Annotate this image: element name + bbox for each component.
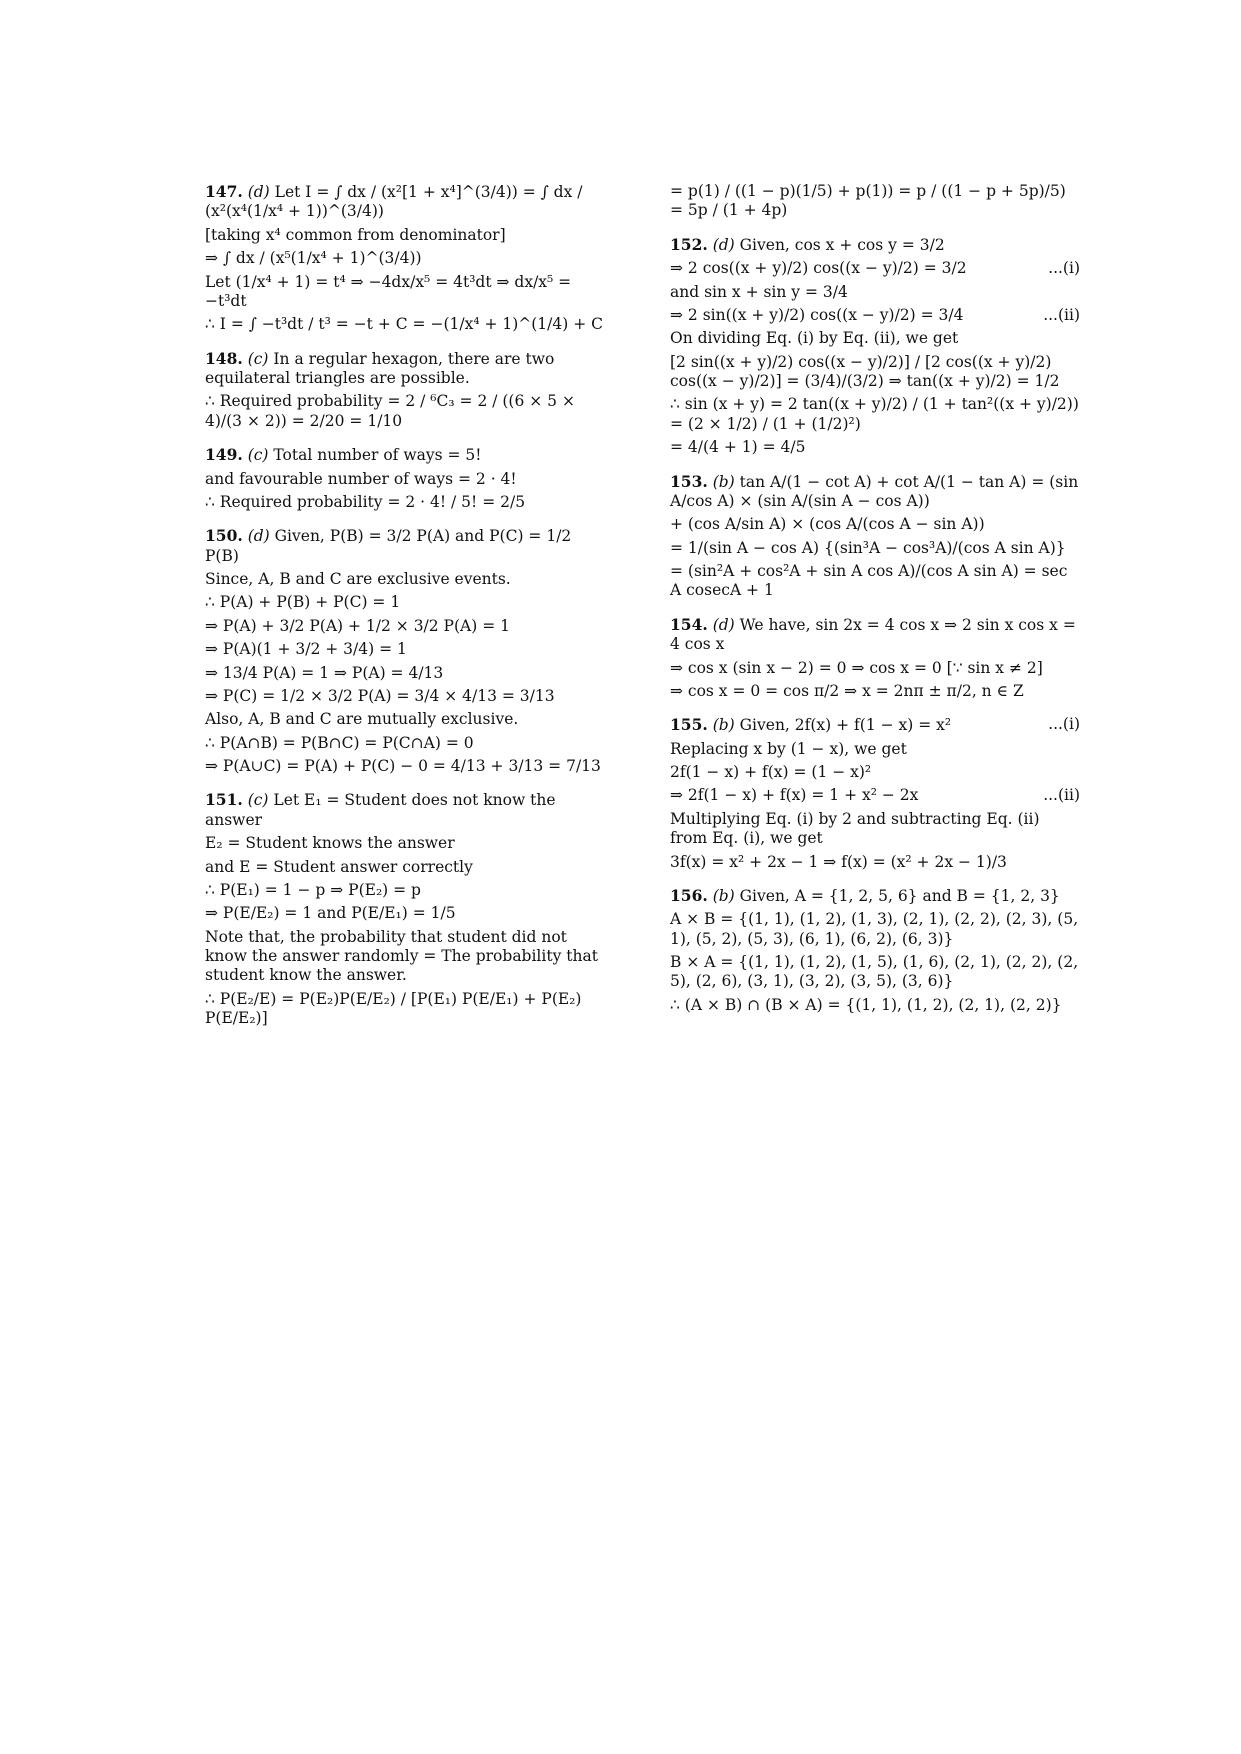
solution-line	[205, 928, 605, 986]
solution-line	[205, 858, 605, 877]
solution-line	[205, 757, 605, 776]
solution-text: ∴ Required probability = 2 / ⁶C₃ = 2 / ((6 × 5 × 4)/(3 × 2)) = 2/20 = 1/10	[205, 392, 575, 430]
solution-block	[670, 615, 1080, 702]
solution-block	[205, 349, 605, 432]
solution-line	[205, 687, 605, 706]
solution-line	[205, 593, 605, 612]
solution-line	[670, 786, 1080, 805]
solution-text: ⇒ P(A)(1 + 3/2 + 3/4) = 1	[205, 640, 407, 659]
solution-line	[670, 329, 1080, 348]
solution-line	[205, 226, 605, 245]
answer-option: (d)	[712, 235, 735, 254]
solution-text: tan A/(1 − cot A) + cot A/(1 − tan A) = (sin A/cos A) × (sin A/(sin A − cos A))	[670, 472, 1079, 510]
answer-option: (d)	[247, 527, 270, 546]
solution-line	[670, 182, 1080, 221]
solution-line	[670, 395, 1080, 434]
solution-line	[205, 349, 605, 389]
solution-line	[670, 283, 1080, 302]
solution-line	[670, 810, 1080, 849]
solution-text: We have, sin 2x = 4 cos x ⇒ 2 sin x cos x = 4 cos x	[670, 615, 1076, 654]
solution-text: Total number of ways = 5!	[273, 446, 482, 465]
solution-line	[205, 315, 605, 334]
solution-block	[670, 715, 1080, 872]
solution-line	[205, 710, 605, 729]
solution-text: ⇒ P(A) + 3/2 P(A) + 1/2 × 3/2 P(A) = 1	[205, 616, 510, 635]
solution-text: = 1/(sin A − cos A) {(sin³A − cos³A)/(cos A sin A)}	[670, 538, 1066, 557]
solution-block	[670, 235, 1080, 458]
solution-text: ∴ P(E₁) = 1 − p ⇒ P(E₂) = p	[205, 880, 421, 899]
solution-line	[205, 493, 605, 512]
solution-text: = (sin²A + cos²A + sin A cos A)/(cos A sin A) = sec A cosecA + 1	[670, 562, 1068, 600]
solution-text: ∴ P(A∩B) = P(B∩C) = P(C∩A) = 0	[205, 733, 474, 752]
solution-text: ∴ (A × B) ∩ (B × A) = {(1, 1), (1, 2), (2, 1), (2, 2)}	[670, 995, 1062, 1014]
solution-text: ⇒ 2 cos((x + y)/2) cos((x − y)/2) = 3/2	[670, 259, 967, 278]
solution-line	[670, 682, 1080, 701]
solution-line	[670, 353, 1080, 392]
solution-text: B × A = {(1, 1), (1, 2), (1, 5), (1, 6), (2, 1), (2, 2), (2, 5), (2, 6), (3, 1), (3, 2), (3, 5), (3, 6)}	[670, 953, 1079, 991]
answer-option: (c)	[247, 446, 269, 465]
question-number: 155.	[670, 715, 708, 735]
solution-block	[670, 182, 1080, 221]
answer-option: (c)	[247, 349, 269, 368]
question-number: 151.	[205, 790, 243, 810]
solution-block	[205, 526, 605, 776]
solution-text: A × B = {(1, 1), (1, 2), (1, 3), (2, 1), (2, 2), (2, 3), (5, 1), (5, 2), (5, 3), (6, 1), (6, 2), (6, 3)}	[670, 910, 1079, 948]
solution-text: 2f(1 − x) + f(x) = (1 − x)²	[670, 763, 872, 781]
equation-tag: ...(ii)	[1043, 305, 1080, 324]
solution-line	[670, 472, 1080, 512]
solution-text: and E = Student answer correctly	[205, 857, 473, 876]
right-column	[670, 178, 1080, 1029]
solution-line	[670, 235, 1080, 255]
solution-text: + (cos A/sin A) × (cos A/(cos A − sin A))	[670, 515, 985, 534]
solution-text: ⇒ P(A∪C) = P(A) + P(C) − 0 = 4/13 + 3/13 = 7/13	[205, 757, 601, 775]
solution-line	[670, 438, 1080, 457]
solution-text: Let E₁ = Student does not know the answer	[205, 791, 556, 829]
solution-text: ∴ P(E₂/E) = P(E₂)P(E/E₂) / [P(E₁) P(E/E₁) + P(E₂) P(E/E₂)]	[205, 989, 582, 1028]
solution-line	[205, 640, 605, 659]
solution-line	[670, 953, 1080, 992]
solution-text: [2 sin((x + y)/2) cos((x − y)/2)] / [2 cos((x + y)/2) cos((x − y)/2)] = (3/4)/(3/2) ⇒ tan((x + y)/2) = 1/2	[670, 352, 1060, 390]
solution-text: ∴ Required probability = 2 · 4! / 5! = 2/5	[205, 492, 526, 511]
solution-text: In a regular hexagon, there are two equilateral triangles are possible.	[205, 349, 555, 387]
solution-text: Let I = ∫ dx / (x²[1 + x⁴]^(3/4)) = ∫ dx / (x²(x⁴(1/x⁴ + 1))^(3/4))	[205, 183, 583, 221]
equation-tag: ...(i)	[1048, 259, 1080, 278]
answer-option: (b)	[712, 886, 735, 905]
question-number: 153.	[670, 471, 708, 491]
solution-line	[670, 910, 1080, 949]
solution-line	[670, 306, 1080, 325]
solution-text: ⇒ cos x (sin x − 2) = 0 ⇒ cos x = 0 [∵ sin x ≠ 2]	[670, 658, 1043, 677]
solution-line	[205, 526, 605, 566]
solution-text: Given, P(B) = 3/2 P(A) and P(C) = 1/2 P(B)	[205, 527, 572, 565]
answer-option: (c)	[247, 791, 269, 810]
solution-block	[205, 182, 605, 335]
solution-text: ∴ P(A) + P(B) + P(C) = 1	[205, 593, 401, 612]
solution-text: and favourable number of ways = 2 · 4!	[205, 469, 517, 488]
solution-line	[205, 904, 605, 923]
solution-text: ⇒ P(C) = 1/2 × 3/2 P(A) = 3/4 × 4/13 = 3/13	[205, 686, 555, 705]
question-number: 147.	[205, 182, 243, 201]
solution-text: 3f(x) = x² + 2x − 1 ⇒ f(x) = (x² + 2x − 1)/3	[670, 852, 1007, 871]
equation-tag: ...(i)	[1048, 715, 1080, 734]
solution-line	[670, 259, 1080, 278]
solution-line	[205, 445, 605, 465]
solution-line	[205, 273, 605, 312]
solution-text: On dividing Eq. (i) by Eq. (ii), we get	[670, 329, 959, 348]
solution-line	[670, 740, 1080, 759]
solution-line	[205, 182, 605, 222]
solution-text: ⇒ P(E/E₂) = 1 and P(E/E₁) = 1/5	[205, 904, 456, 923]
solution-line	[205, 734, 605, 753]
solution-line	[670, 539, 1080, 558]
solution-text: and sin x + sin y = 3/4	[670, 282, 848, 301]
solution-line	[205, 392, 605, 431]
solution-text: Multiplying Eq. (i) by 2 and subtracting Eq. (ii) from Eq. (i), we get	[670, 809, 1040, 848]
solution-line	[670, 715, 1080, 735]
solution-text: Replacing x by (1 − x), we get	[670, 739, 907, 758]
solution-text: Given, 2f(x) + f(1 − x) = x²	[739, 716, 952, 735]
solution-text: ∴ I = ∫ −t³dt / t³ = −t + C = −(1/x⁴ + 1)^(1/4) + C	[205, 315, 604, 334]
solution-text: ⇒ cos x = 0 = cos π/2 ⇒ x = 2nπ ± π/2, n ∈ Z	[670, 681, 1024, 700]
solution-text: ⇒ ∫ dx / (x⁵(1/x⁴ + 1)^(3/4))	[205, 249, 422, 268]
solution-line	[670, 886, 1080, 906]
solution-block	[670, 472, 1080, 601]
question-number: 149.	[205, 445, 243, 465]
solution-text: ∴ sin (x + y) = 2 tan((x + y)/2) / (1 + tan²((x + y)/2)) = (2 × 1/2) / (1 + (1/2)²)	[670, 395, 1079, 433]
solution-line	[670, 515, 1080, 534]
solution-line	[205, 617, 605, 636]
solution-line	[670, 562, 1080, 601]
solution-text: Let (1/x⁴ + 1) = t⁴ ⇒ −4dx/x⁵ = 4t³dt ⇒ dx/x⁵ = −t³dt	[205, 272, 572, 310]
solution-text: = 4/(4 + 1) = 4/5	[670, 438, 806, 457]
solution-text: [taking x⁴ common from denominator]	[205, 225, 506, 244]
solution-block	[670, 886, 1080, 1015]
equation-tag: ...(ii)	[1043, 786, 1080, 805]
solution-line	[670, 996, 1080, 1015]
solution-line	[205, 834, 605, 853]
solution-line	[670, 615, 1080, 655]
solution-text: Given, A = {1, 2, 5, 6} and B = {1, 2, 3}	[739, 886, 1060, 905]
question-number: 150.	[205, 526, 243, 546]
solution-text: ⇒ 13/4 P(A) = 1 ⇒ P(A) = 4/13	[205, 663, 444, 682]
solution-text: E₂ = Student knows the answer	[205, 834, 455, 853]
solution-line	[670, 659, 1080, 678]
answer-option: (d)	[712, 615, 735, 634]
solution-line	[205, 470, 605, 489]
solution-line	[670, 763, 1080, 782]
question-number: 148.	[205, 348, 243, 368]
question-number: 156.	[670, 885, 708, 905]
solution-text: ⇒ 2f(1 − x) + f(x) = 1 + x² − 2x	[670, 786, 919, 805]
left-column	[205, 178, 605, 1043]
answer-option: (b)	[712, 472, 735, 491]
solution-line	[205, 570, 605, 589]
answer-option: (d)	[247, 183, 270, 201]
solution-block	[205, 790, 605, 1028]
solution-line	[670, 853, 1080, 872]
solution-text: Also, A, B and C are mutually exclusive.	[205, 710, 519, 729]
solution-text: ⇒ 2 sin((x + y)/2) cos((x − y)/2) = 3/4	[670, 305, 964, 324]
answer-option: (b)	[712, 716, 735, 735]
solution-line	[205, 881, 605, 900]
solution-line	[205, 790, 605, 830]
solution-line	[205, 990, 605, 1029]
solution-line	[205, 664, 605, 683]
solution-text: = p(1) / ((1 − p)(1/5) + p(1)) = p / ((1 − p + 5p)/5) = 5p / (1 + 4p)	[670, 182, 1066, 220]
solution-text: Note that, the probability that student did not know the answer randomly = The probability that student know the answer.	[205, 927, 598, 985]
solution-block	[205, 445, 605, 512]
question-number: 152.	[670, 234, 708, 254]
solution-text: Since, A, B and C are exclusive events.	[205, 570, 511, 588]
question-number: 154.	[670, 614, 708, 634]
solution-text: Given, cos x + cos y = 3/2	[739, 235, 945, 254]
solution-line	[205, 249, 605, 268]
